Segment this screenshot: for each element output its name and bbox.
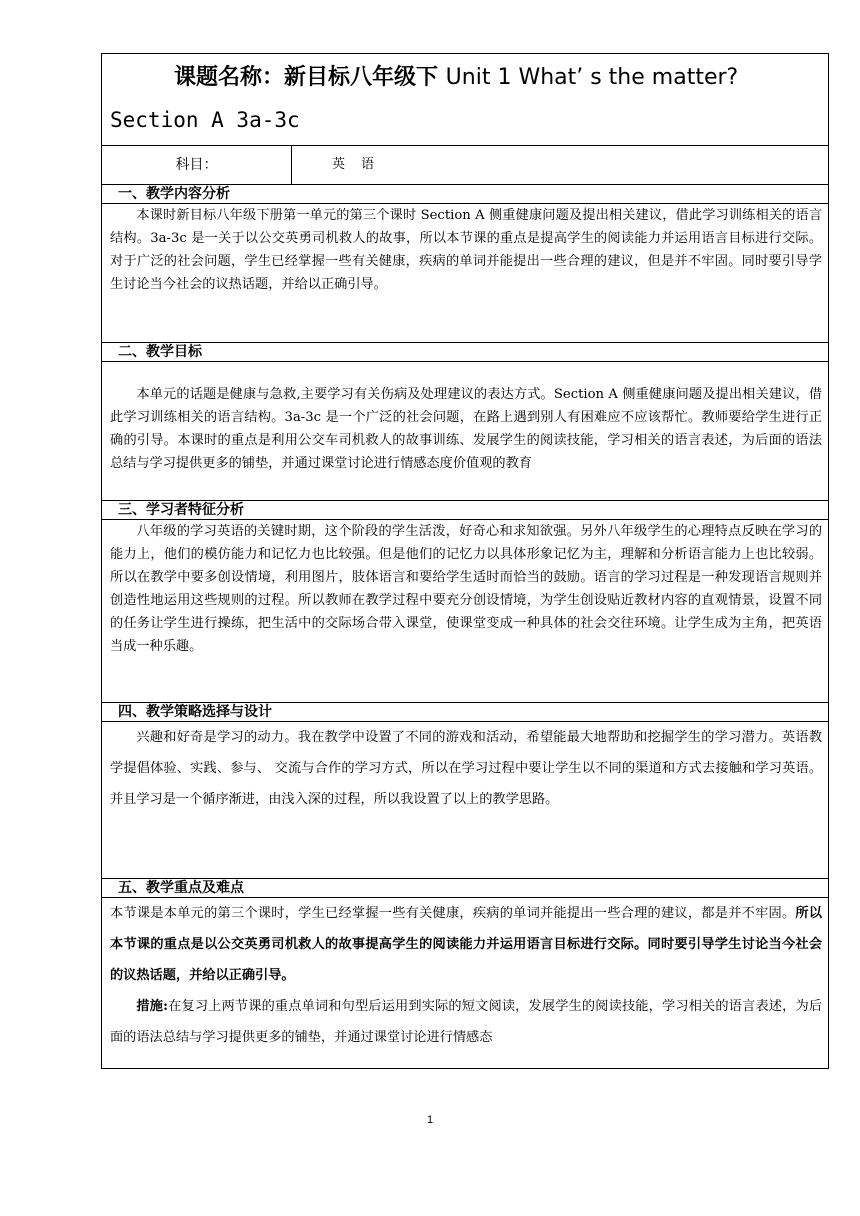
document-page <box>101 53 828 1069</box>
measures-label: 措施: <box>136 999 168 1014</box>
objectives-text: 本单元的话题是健康与急救,主要学习有关伤病及处理建议的表达方式。Section A 侧重健康问题及提出相关建议，借此学习训练相关的语言结构。3a-3c 是一个广泛的社会问题，在路上遇到别人有困难应不应该帮忙。教师要给学生进行正确的引导。本课时的重点是利用公交车司机救人的故事训练、发展学生的阅读技能，学习相关的语言表述，为后面的语法总结与学习提供更多的铺垫，并通过课堂讨论进行情感态度价值观的教育 <box>110 387 823 471</box>
measures-body: 在复习上两节课的重点单词和句型后运用到实际的短文阅读，发展学生的阅读技能，学习相关的语言表述，为后面的语法总结与学习提供更多的铺垫，并通过课堂讨论进行情感态 <box>110 999 823 1045</box>
section-body-objectives <box>102 362 829 501</box>
key-points-plain: 本节课是本单元的第三个课时，学生已经掌握一些有关健康，疾病的单词并能提出一些合理的建议，都是并不牢固。 <box>110 906 796 921</box>
subject-label: 科目： <box>102 146 292 185</box>
section-body-learners <box>102 520 829 703</box>
learners-text: 八年级的学习英语的关键时期，这个阶段的学生活泼，好奇心和求知欲强。另外八年级学生的心理特点反映在学习的能力上，他们的模仿能力和记忆力也比较强。但是他们的记忆力以具体形象记忆为主，理解和分析语言能力上也比较弱。所以在教学中要多创设情境，利用图片，肢体语言和要给学生适时而恰当的鼓励。语言的学习过程是一种发现语言规则并创造性地运用这些规则的过程。所以教师在教学过程中要充分创设情境，为学生创设贴近教材内容的直观情景，设置不同的任务让学生进行操练，把生活中的交际场合带入课堂，使课堂变成一种具体的社会交往环境。让学生成为主角，把英语当成一种乐趣。 <box>110 524 823 654</box>
title-cell <box>102 54 829 146</box>
page-number: 1 <box>426 1114 434 1126</box>
title-prefix: 课题名称：新目标八年级下 <box>174 65 446 90</box>
section-heading-strategy: 四、教学策略选择与设计 <box>102 703 829 722</box>
key-points-emphasis: 所以本节课的重点是以公交英勇司机救人的故事提高学生的阅读能力并运用语言目标进行交际。同时要引导学生讨论当今社会的议热话题，并给以正确引导。 <box>110 906 823 983</box>
section-heading-objectives: 二、教学目标 <box>102 343 829 362</box>
section-body-strategy <box>102 722 829 879</box>
key-points-text <box>102 898 828 991</box>
title-unit: Unit 1 What’ s the matter? <box>445 65 739 90</box>
strategy-text: 兴趣和好奇是学习的动力。我在教学中设置了不同的游戏和活动，希望能最大地帮助和挖掘学生的学习潜力。英语教学提倡体验、实践、参与、 交流与合作的学习方式，所以在学习过程中要让学生以不同的渠道和方式去接触和学习英语。并且学习是一个循序渐进，由浅入深的过程，所以我设置了以上的教学思路。 <box>110 730 823 807</box>
section-body-key-points <box>102 898 829 1069</box>
measures-text <box>102 991 828 1053</box>
section-body-content-analysis <box>102 204 829 343</box>
content-analysis-text: 本课时新目标八年级下册第一单元的第三个课时 Section A 侧重健康问题及提出相关建议，借此学习训练相关的语言结构。3a-3c 是一关于以公交英勇司机救人的故事，所以本节课的重点是提高学生的阅读能力并运用语言目标进行交际。对于广泛的社会问题，学生已经掌握一些有关健康，疾病的单词并能提出一些合理的建议，但是并不牢固。同时要引导学生讨论当今社会的议热话题，并给以正确引导。 <box>110 208 823 292</box>
subject-value: 英 语 <box>292 146 829 185</box>
section-heading-content-analysis: 一、教学内容分析 <box>102 185 829 204</box>
title-section: Section A 3a-3c <box>110 108 300 132</box>
lesson-plan-table <box>101 53 829 1069</box>
section-heading-learners: 三、学习者特征分析 <box>102 501 829 520</box>
section-heading-key-points: 五、教学重点及难点 <box>102 879 829 898</box>
title-line <box>110 54 828 102</box>
